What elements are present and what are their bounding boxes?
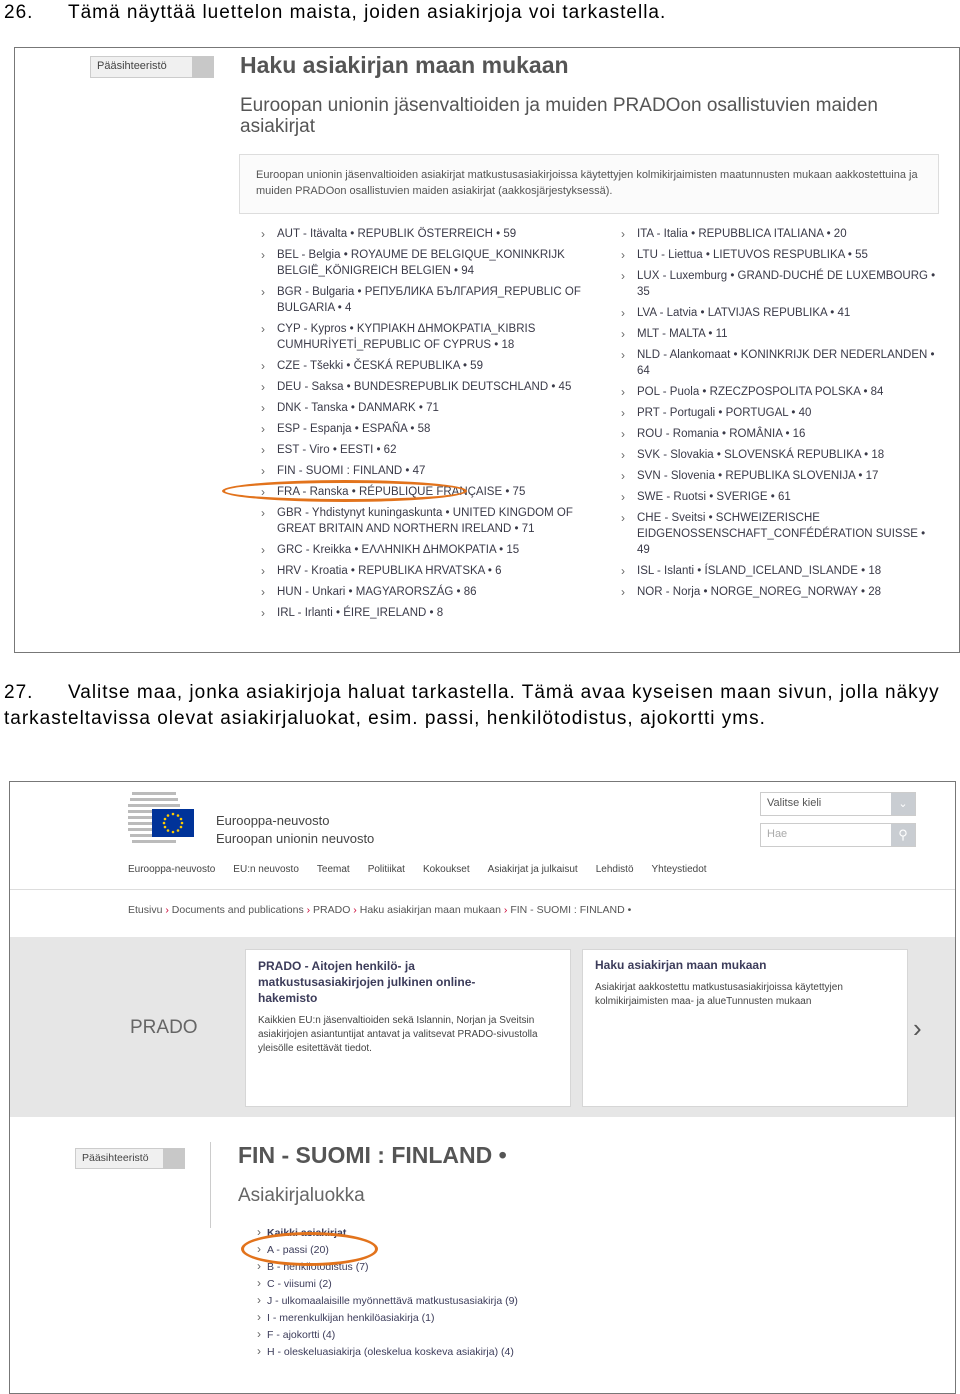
chevron-right-icon: › bbox=[257, 1310, 261, 1324]
country-link[interactable] bbox=[621, 426, 941, 442]
country-link[interactable] bbox=[621, 510, 941, 558]
country-link[interactable] bbox=[621, 305, 941, 321]
page-subtitle: Euroopan unionin jäsenvaltioiden ja muiden PRADOon osallistuvien maiden asiakirjat bbox=[240, 95, 878, 137]
card-text: Asiakirjat aakkostettu matkustusasiakirjoissa käytettyjen kolmikirjaimisten maa- ja alueTunnusten mukaan bbox=[595, 982, 843, 1007]
category-label[interactable]: I - merenkulkijan henkilöasiakirja (1) bbox=[267, 1312, 435, 1324]
chevron-right-icon: › bbox=[621, 348, 625, 362]
chevron-right-icon: › bbox=[621, 469, 625, 483]
eu-logo bbox=[128, 790, 198, 850]
country-label[interactable]: CZE - Tšekki • ČESKÁ REPUBLIKA • 59 bbox=[277, 360, 483, 372]
card-country-search[interactable] bbox=[582, 949, 908, 1107]
country-label[interactable]: LVA - Latvia • LATVIJAS REPUBLIKA • 41 bbox=[637, 307, 851, 319]
country-label[interactable]: LTU - Liettua • LIETUVOS RESPUBLIKA • 55 bbox=[637, 249, 868, 261]
country-link[interactable] bbox=[621, 584, 941, 600]
step-text: Tämä näyttää luettelon maista, joiden asiakirjoja voi tarkastella. bbox=[68, 2, 667, 23]
country-link[interactable] bbox=[261, 542, 581, 558]
chevron-right-icon: › bbox=[261, 359, 265, 373]
country-label[interactable]: EST - Viro • EESTI • 62 bbox=[277, 444, 397, 456]
chevron-right-icon: › bbox=[257, 1344, 261, 1358]
chevron-right-icon: › bbox=[261, 422, 265, 436]
next-arrow-icon[interactable]: › bbox=[913, 1013, 922, 1043]
chevron-right-icon: › bbox=[257, 1276, 261, 1290]
country-list-left bbox=[261, 226, 581, 626]
country-link[interactable] bbox=[621, 468, 941, 484]
category-label[interactable]: C - viisumi (2) bbox=[267, 1278, 332, 1290]
country-link[interactable] bbox=[261, 463, 581, 479]
org-name-1: Eurooppa-neuvosto bbox=[216, 813, 330, 828]
search-icon[interactable]: ⚲ bbox=[891, 824, 915, 846]
country-link[interactable] bbox=[261, 379, 581, 395]
country-link[interactable] bbox=[621, 384, 941, 400]
nav-item[interactable]: Asiakirjat ja julkaisut bbox=[487, 864, 578, 875]
nav-item[interactable]: Eurooppa-neuvosto bbox=[128, 864, 216, 875]
country-label[interactable]: GBR - Yhdistynyt kuningaskunta • UNITED KINGDOM OF GREAT BRITAIN AND NORTHERN IRELAND • 71 bbox=[277, 507, 573, 535]
chevron-right-icon: › bbox=[621, 227, 625, 241]
breadcrumb-separator: › bbox=[500, 904, 511, 916]
chevron-right-icon: › bbox=[261, 401, 265, 415]
chevron-right-icon: › bbox=[621, 511, 625, 525]
country-label[interactable]: BGR - Bulgaria • РЕПУБЛИКА БЪЛГАРИЯ_REPUBLIC OF BULGARIA • 4 bbox=[277, 286, 581, 314]
country-label[interactable]: ISL - Islanti • ÍSLAND_ICELAND_ISLANDE • 18 bbox=[637, 565, 882, 577]
country-link[interactable] bbox=[261, 226, 581, 242]
step-number: 26. bbox=[4, 2, 34, 23]
category-heading: Asiakirjaluokka bbox=[238, 1185, 365, 1206]
card-text: Kaikkien EU:n jäsenvaltioiden sekä Islannin, Norjan ja Sveitsin asiakirjojen asiantuntijat antavat ja valitsevat PRADO-sivustolla yleisölle esitettävät tiedot. bbox=[258, 1015, 538, 1054]
country-link[interactable] bbox=[261, 321, 581, 353]
country-label[interactable]: ITA - Italia • REPUBBLICA ITALIANA • 20 bbox=[637, 228, 847, 240]
language-select[interactable]: Valitse kieli ⌄ bbox=[760, 792, 916, 816]
country-label[interactable]: CHE - Sveitsi • SCHWEIZERISCHE EIDGENOSSENSCHAFT_CONFÉDÉRATION SUISSE • 49 bbox=[637, 512, 926, 556]
nav-item[interactable]: Teemat bbox=[316, 864, 350, 875]
category-label[interactable]: B - henkilötodistus (7) bbox=[267, 1261, 369, 1273]
chevron-right-icon: › bbox=[621, 448, 625, 462]
org-name-2: Euroopan unionin neuvosto bbox=[216, 831, 375, 846]
category-label[interactable]: J - ulkomaalaisille myönnettävä matkustusasiakirja (9) bbox=[267, 1295, 518, 1307]
country-link[interactable] bbox=[621, 447, 941, 463]
card-prado[interactable] bbox=[245, 949, 571, 1107]
main-nav bbox=[128, 864, 725, 875]
breadcrumb-bullet: • bbox=[624, 904, 632, 916]
country-label[interactable]: IRL - Irlanti • ÉIRE_IRELAND • 8 bbox=[277, 607, 444, 619]
country-link[interactable] bbox=[621, 563, 941, 579]
country-label[interactable]: DNK - Tanska • DANMARK • 71 bbox=[277, 402, 439, 414]
category-link[interactable] bbox=[257, 1275, 518, 1292]
category-label[interactable]: F - ajokortti (4) bbox=[267, 1329, 336, 1341]
country-link[interactable] bbox=[261, 605, 581, 621]
country-link[interactable] bbox=[261, 442, 581, 458]
country-label[interactable]: NOR - Norja • NORGE_NOREG_NORWAY • 28 bbox=[637, 586, 882, 598]
country-label[interactable]: HUN - Unkari • MAGYARORSZÁG • 86 bbox=[277, 586, 477, 598]
sidebar-divider bbox=[210, 1142, 211, 1228]
step-text: Valitse maa, jonka asiakirjoja haluat tarkastella. Tämä avaa kyseisen maan sivun, jolla näkyy tarkasteltavissa olevat asiakirjaluokat, esim. passi, henkilötodistus, ajokortti yms. bbox=[4, 682, 940, 729]
country-label[interactable]: NLD - Alankomaat • KONINKRIJK DER NEDERLANDEN • 64 bbox=[637, 349, 935, 377]
country-label[interactable]: CYP - Kypros • ΚΥΠΡΙΑΚΗ ΔΗΜΟΚΡΑΤΙΑ_KIBRIS CUMHURİYETİ_REPUBLIC OF CYPRUS • 18 bbox=[277, 323, 536, 351]
breadcrumb-item[interactable]: PRADO bbox=[313, 904, 351, 916]
info-text: Euroopan unionin jäsenvaltioiden asiakirjat matkustusasiakirjoissa käytettyjen kolmikirjaimisten maatunnusten mukaan aakkostettuina ja muiden PRADOon osallistuvien maiden asiakirjat (aakkosjärjestyksessä). bbox=[256, 169, 918, 197]
country-link[interactable] bbox=[261, 505, 581, 537]
country-label[interactable]: SVN - Slovenia • REPUBLIKA SLOVENIJA • 17 bbox=[637, 470, 879, 482]
card-title[interactable]: PRADO - Aitojen henkilö- ja matkustusasiakirjojen julkinen online-hakemisto bbox=[258, 959, 476, 1005]
country-label[interactable]: FRA - Ranska • RÉPUBLIQUE FRANÇAISE • 75 bbox=[277, 486, 526, 498]
chevron-right-icon: › bbox=[261, 285, 265, 299]
country-label[interactable]: FIN - SUOMI : FINLAND • 47 bbox=[277, 465, 426, 477]
country-label[interactable]: SWE - Ruotsi • SVERIGE • 61 bbox=[637, 491, 791, 503]
nav-item[interactable]: Kokoukset bbox=[422, 864, 470, 875]
banner-label: PRADO bbox=[130, 1017, 198, 1038]
chevron-right-icon: › bbox=[261, 464, 265, 478]
category-link[interactable] bbox=[257, 1309, 518, 1326]
chevron-right-icon: › bbox=[257, 1259, 261, 1273]
breadcrumb-item[interactable]: Etusivu bbox=[128, 904, 163, 916]
chevron-right-icon: › bbox=[621, 385, 625, 399]
screenshot-country-page bbox=[9, 781, 956, 1394]
info-box bbox=[239, 154, 939, 214]
category-link[interactable] bbox=[257, 1326, 518, 1343]
country-label[interactable]: PRT - Portugali • PORTUGAL • 40 bbox=[637, 407, 812, 419]
highlight-oval bbox=[222, 480, 467, 502]
chevron-right-icon: › bbox=[621, 269, 625, 283]
breadcrumb-item[interactable]: Documents and publications bbox=[171, 904, 304, 916]
chevron-right-icon: › bbox=[261, 443, 265, 457]
chevron-right-icon: › bbox=[257, 1293, 261, 1307]
country-label[interactable]: SVK - Slovakia • SLOVENSKÁ REPUBLIKA • 18 bbox=[637, 449, 885, 461]
country-label[interactable]: BEL - Belgia • ROYAUME DE BELGIQUE_KONINKRIJK BELGIË_KÖNIGREICH BELGIEN • 94 bbox=[277, 249, 565, 277]
highlight-oval bbox=[241, 1232, 378, 1266]
country-link[interactable] bbox=[261, 563, 581, 579]
chevron-right-icon: › bbox=[257, 1327, 261, 1341]
home-button[interactable]: Pääsihteeristö bbox=[75, 1148, 185, 1169]
country-link[interactable] bbox=[621, 226, 941, 242]
category-link[interactable] bbox=[257, 1292, 518, 1309]
country-link[interactable] bbox=[261, 358, 581, 374]
country-link[interactable] bbox=[261, 247, 581, 279]
chevron-right-icon: › bbox=[257, 1242, 261, 1256]
country-label[interactable]: HRV - Kroatia • REPUBLIKA HRVATSKA • 6 bbox=[277, 565, 502, 577]
country-label[interactable]: DEU - Saksa • BUNDESREPUBLIK DEUTSCHLAND • 45 bbox=[277, 381, 572, 393]
chevron-right-icon: › bbox=[621, 490, 625, 504]
country-link[interactable] bbox=[621, 347, 941, 379]
chevron-right-icon: › bbox=[621, 306, 625, 320]
screenshot-country-list bbox=[14, 47, 960, 653]
breadcrumb-separator: › bbox=[162, 904, 172, 916]
chevron-right-icon: › bbox=[261, 506, 265, 520]
page-title: Haku asiakirjan maan mukaan bbox=[240, 52, 569, 78]
chevron-right-icon: › bbox=[621, 248, 625, 262]
chevron-right-icon: › bbox=[261, 543, 265, 557]
breadcrumb-item[interactable]: Haku asiakirjan maan mukaan bbox=[359, 904, 501, 916]
chevron-right-icon: › bbox=[261, 564, 265, 578]
country-label[interactable]: AUT - Itävalta • REPUBLIK ÖSTERREICH • 59 bbox=[277, 228, 517, 240]
country-link[interactable] bbox=[261, 421, 581, 437]
step-27 bbox=[4, 680, 954, 732]
eu-flag-icon bbox=[128, 790, 198, 850]
category-label[interactable]: H - oleskeluasiakirja (oleskelua koskeva asiakirja) (4) bbox=[267, 1346, 514, 1358]
chevron-right-icon: › bbox=[621, 406, 625, 420]
step-number: 27. bbox=[4, 682, 34, 703]
country-label[interactable]: POL - Puola • RZECZPOSPOLITA POLSKA • 84 bbox=[637, 386, 884, 398]
country-list-right bbox=[621, 226, 941, 605]
country-label[interactable]: MLT - MALTA • 11 bbox=[637, 328, 728, 340]
country-link[interactable] bbox=[621, 247, 941, 263]
country-label[interactable]: ESP - Espanja • ESPAÑA • 58 bbox=[277, 423, 431, 435]
card-title[interactable]: Haku asiakirjan maan mukaan bbox=[595, 958, 767, 972]
category-link[interactable] bbox=[257, 1343, 518, 1360]
nav-item[interactable]: Politiikat bbox=[367, 864, 405, 875]
country-title: FIN - SUOMI : FINLAND • bbox=[238, 1142, 507, 1168]
country-link[interactable] bbox=[621, 268, 941, 300]
banner bbox=[10, 937, 955, 1117]
nav-item[interactable]: EU:n neuvosto bbox=[233, 864, 299, 875]
country-label[interactable]: ROU - Romania • ROMÂNIA • 16 bbox=[637, 428, 806, 440]
chevron-right-icon: › bbox=[621, 327, 625, 341]
step-26 bbox=[4, 2, 666, 24]
country-label[interactable]: GRC - Kreikka • ΕΛΛΗΝΙΚΗ ΔΗΜΟΚΡΑΤΙΑ • 15 bbox=[277, 544, 520, 556]
breadcrumb-separator: › bbox=[303, 904, 314, 916]
chevron-right-icon: › bbox=[257, 1225, 261, 1239]
search-input[interactable]: Hae ⚲ bbox=[760, 823, 916, 847]
chevron-right-icon: › bbox=[621, 564, 625, 578]
chevron-right-icon: › bbox=[261, 585, 265, 599]
chevron-right-icon: › bbox=[261, 248, 265, 262]
nav-item[interactable]: Lehdistö bbox=[595, 864, 634, 875]
category-label[interactable]: Kaikki asiakirjat bbox=[267, 1227, 347, 1239]
country-link[interactable] bbox=[261, 584, 581, 600]
chevron-right-icon: › bbox=[261, 485, 265, 499]
chevron-right-icon: › bbox=[261, 380, 265, 394]
country-link[interactable] bbox=[621, 326, 941, 342]
chevron-down-icon: ⌄ bbox=[891, 793, 915, 815]
country-link[interactable] bbox=[261, 400, 581, 416]
country-link[interactable] bbox=[621, 405, 941, 421]
chevron-right-icon: › bbox=[621, 427, 625, 441]
country-link[interactable] bbox=[621, 489, 941, 505]
breadcrumb bbox=[128, 904, 631, 916]
header-divider bbox=[10, 889, 955, 890]
chevron-right-icon: › bbox=[261, 227, 265, 241]
breadcrumb-item: FIN - SUOMI : FINLAND bbox=[510, 904, 625, 916]
breadcrumb-separator: › bbox=[350, 904, 360, 916]
chevron-right-icon: › bbox=[261, 322, 265, 336]
home-button[interactable]: Pääsihteeristö bbox=[90, 56, 214, 78]
nav-item[interactable]: Yhteystiedot bbox=[651, 864, 707, 875]
country-label[interactable]: LUX - Luxemburg • GRAND-DUCHÉ DE LUXEMBOURG • 35 bbox=[637, 270, 936, 298]
chevron-right-icon: › bbox=[621, 585, 625, 599]
country-link[interactable] bbox=[261, 284, 581, 316]
category-label[interactable]: A - passi (20) bbox=[267, 1244, 329, 1256]
chevron-right-icon: › bbox=[261, 606, 265, 620]
